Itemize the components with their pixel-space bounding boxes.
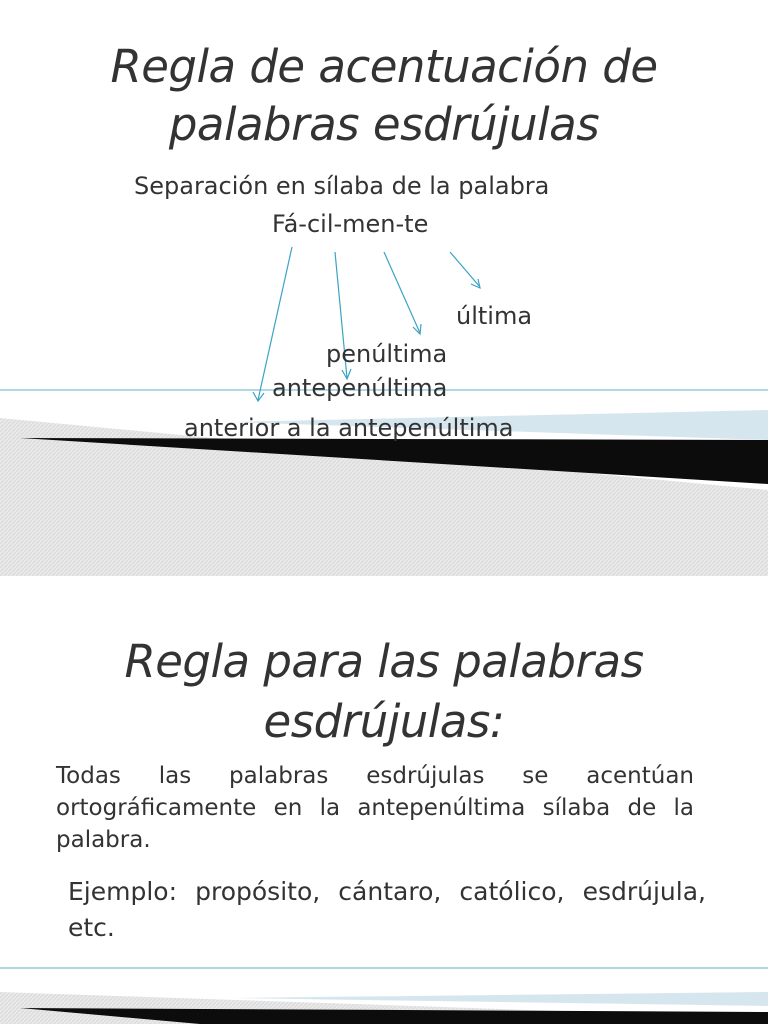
label-antepenultima: antepenúltima [272, 374, 448, 402]
slide-2 [0, 576, 768, 1024]
label-anterior-antepenultima: anterior a la antepenúltima [184, 414, 514, 442]
arrow-head [471, 279, 480, 288]
example-paragraph: Ejemplo: propósito, cántaro, católico, esdrújula, etc. [68, 877, 706, 942]
arrow-to-ultima [450, 252, 480, 287]
syllabified-word: Fá-cil-men-te [272, 210, 429, 238]
title-line-2: palabras esdrújulas [168, 98, 600, 151]
slide-2-title [0, 632, 768, 752]
slide-2-decorative-bands [0, 962, 768, 1024]
rule-paragraph: Todas las palabras esdrújulas se acentúan ortográficamente en la antepenúltima sílaba de la palabra. [56, 763, 694, 853]
subtitle: Separación en sílaba de la palabra [134, 172, 550, 200]
arrow-to-penultima [384, 252, 420, 333]
title-line-2: esdrújulas: [263, 695, 505, 748]
title-line-1: Regla para las palabras [124, 635, 644, 688]
label-penultima: penúltima [326, 340, 448, 368]
label-ultima: última [456, 302, 533, 330]
title-line-1: Regla de acentuación de [110, 40, 658, 93]
